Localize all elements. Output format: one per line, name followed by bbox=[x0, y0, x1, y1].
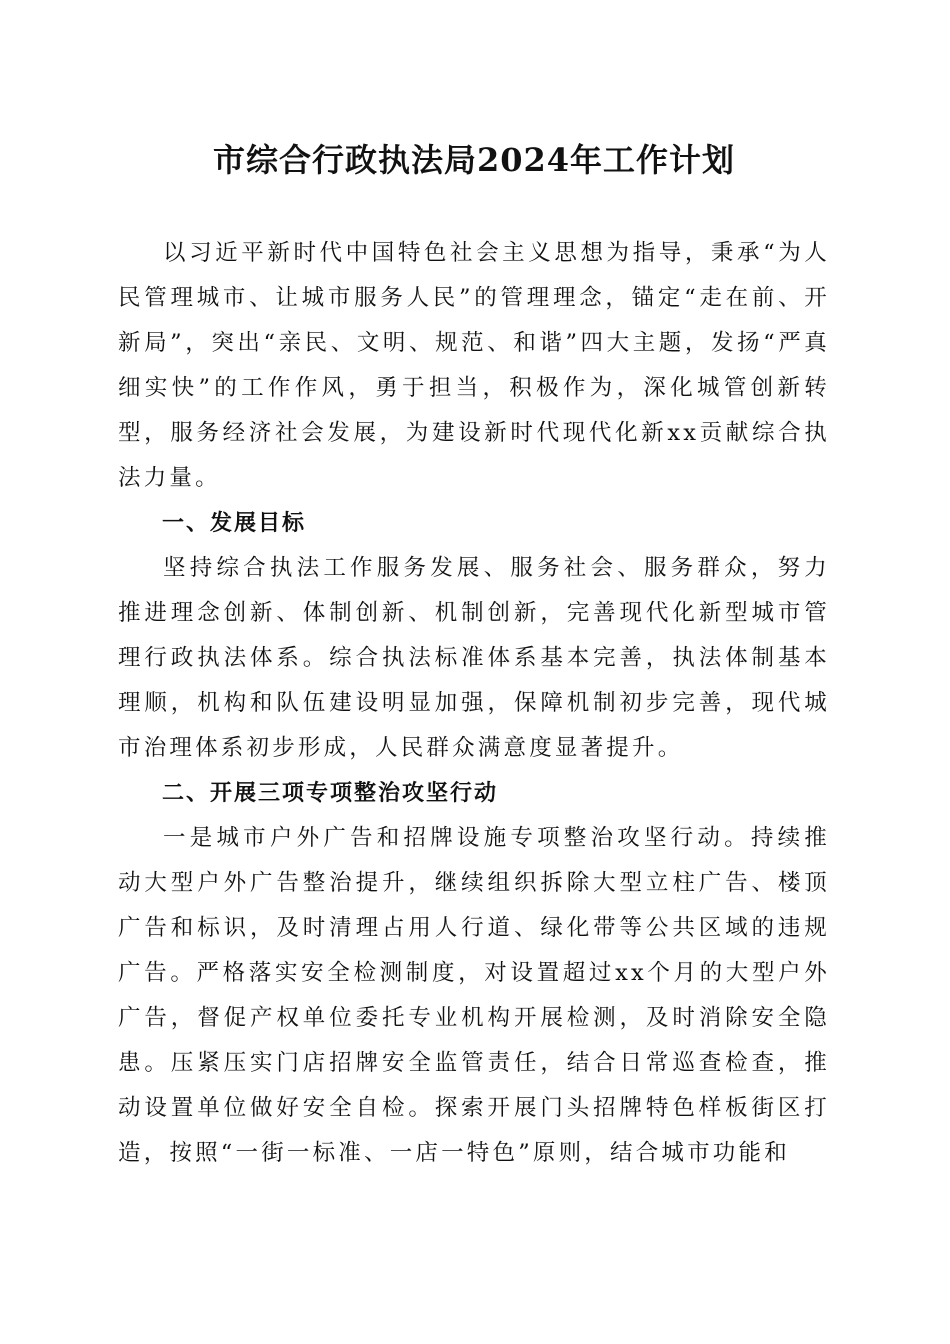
section-heading-goals: 一、发展目标 bbox=[162, 511, 307, 536]
intro-paragraph: 以习近平新时代中国特色社会主义思想为指导，秉承“为人民管理城市、让城市服务人民”的管理理念，锚定“走在前、开新局”，突出“亲民、文明、规范、和谐”四大主题，发扬“严真细实快”的工作作风，勇于担当，积极作为，深化城管创新转型，服务经济社会发展，为建设新时代现代化新xx贡献综合执法力量。 bbox=[118, 240, 830, 491]
document-title: 市综合行政执法局2024年工作计划 bbox=[212, 141, 736, 179]
campaign-paragraph: 一是城市户外广告和招牌设施专项整治攻坚行动。持续推动大型户外广告整治提升，继续组织拆除大型立柱广告、楼顶广告和标识，及时清理占用人行道、绿化带等公共区域的违规广告。严格落实安全检测制度，对设置超过xx个月的大型户外广告，督促产权单位委托专业机构开展检测，及时消除安全隐患。压紧压实门店招牌安全监管责任，结合日常巡查检查，推动设置单位做好安全自检。探索开展门头招牌特色样板街区打造，按照“一街一标准、一店一特色”原则，结合城市功能和 bbox=[118, 825, 830, 1166]
goals-paragraph: 坚持综合执法工作服务发展、服务社会、服务群众，努力推进理念创新、体制创新、机制创新，完善现代化新型城市管理行政执法体系。综合执法标准体系基本完善，执法体制基本理顺，机构和队伍建设明显加强，保障机制初步完善，现代城市治理体系初步形成，人民群众满意度显著提升。 bbox=[118, 555, 830, 761]
document-body bbox=[118, 231, 830, 1176]
section-heading-campaigns: 二、开展三项专项整治攻坚行动 bbox=[162, 781, 499, 806]
